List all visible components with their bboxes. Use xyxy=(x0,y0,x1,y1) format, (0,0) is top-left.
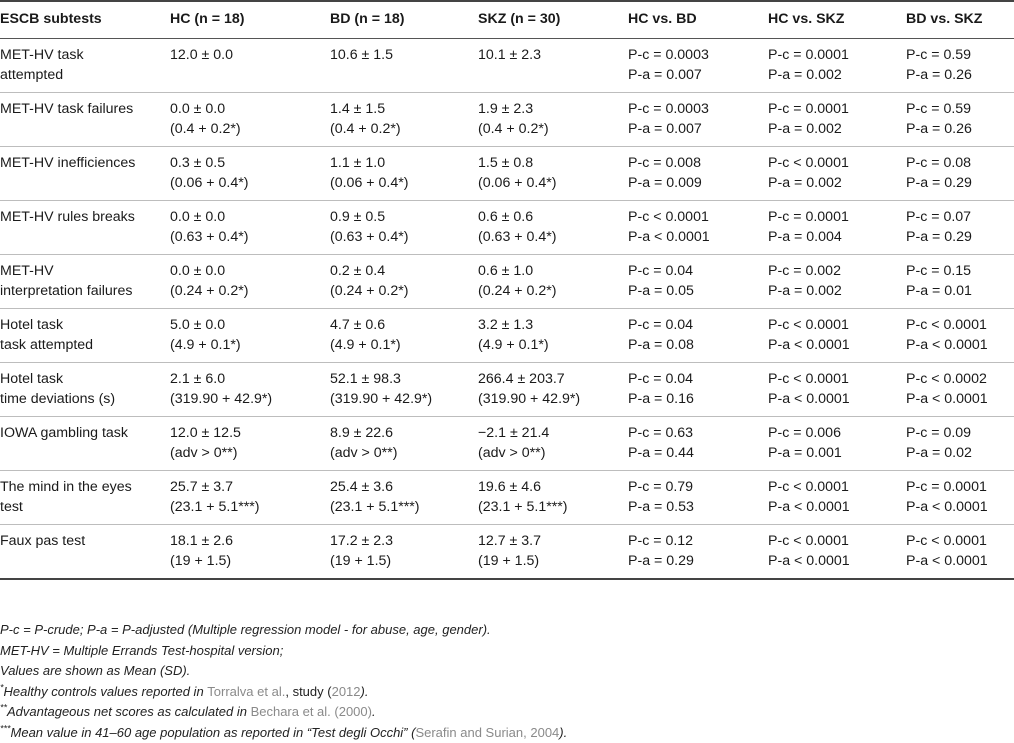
value-hc-line: 5.0 ± 0.0 xyxy=(170,315,330,335)
pvalue-hc-vs-bd-line: P-c = 0.008 xyxy=(628,153,768,173)
pvalue-hc-vs-skz-line: P-c = 0.002 xyxy=(768,261,906,281)
value-skz-line: (19 + 1.5) xyxy=(478,551,628,571)
value-hc-line: (19 + 1.5) xyxy=(170,551,330,571)
col-header-bd: BD (n = 18) xyxy=(330,1,478,39)
row-label xyxy=(0,525,170,580)
value-skz-line: 1.5 ± 0.8 xyxy=(478,153,628,173)
table-row xyxy=(0,309,1014,363)
pvalue-bd-vs-skz xyxy=(906,417,1014,471)
pvalue-hc-vs-bd-line: P-c < 0.0001 xyxy=(628,207,768,227)
value-skz xyxy=(478,147,628,201)
row-label-line xyxy=(0,443,170,463)
value-bd-line xyxy=(330,65,478,85)
value-hc-line: 0.0 ± 0.0 xyxy=(170,261,330,281)
value-hc xyxy=(170,39,330,93)
pvalue-hc-vs-skz-line: P-a = 0.002 xyxy=(768,281,906,301)
value-bd-line: 52.1 ± 98.3 xyxy=(330,369,478,389)
value-hc-line: (319.90 + 42.9*) xyxy=(170,389,330,409)
value-bd xyxy=(330,363,478,417)
value-bd xyxy=(330,147,478,201)
pvalue-bd-vs-skz-line: P-c = 0.59 xyxy=(906,99,1014,119)
reference-link[interactable]: Bechara et al. (2000) xyxy=(251,704,372,719)
pvalue-bd-vs-skz-line: P-a = 0.29 xyxy=(906,227,1014,247)
row-label xyxy=(0,201,170,255)
pvalue-hc-vs-skz-line: P-a < 0.0001 xyxy=(768,389,906,409)
pvalue-bd-vs-skz xyxy=(906,39,1014,93)
pvalue-bd-vs-skz-line: P-c < 0.0002 xyxy=(906,369,1014,389)
value-hc-line: (adv > 0**) xyxy=(170,443,330,463)
pvalue-hc-vs-skz xyxy=(768,147,906,201)
value-bd-line: 25.4 ± 3.6 xyxy=(330,477,478,497)
pvalue-hc-vs-bd-line: P-c = 0.04 xyxy=(628,261,768,281)
value-skz-line: 0.6 ± 0.6 xyxy=(478,207,628,227)
pvalue-bd-vs-skz xyxy=(906,309,1014,363)
value-hc-line: (23.1 + 5.1***) xyxy=(170,497,330,517)
value-bd-line: (23.1 + 5.1***) xyxy=(330,497,478,517)
pvalue-bd-vs-skz-line: P-c = 0.59 xyxy=(906,45,1014,65)
pvalue-hc-vs-skz-line: P-c < 0.0001 xyxy=(768,369,906,389)
value-bd-line: 17.2 ± 2.3 xyxy=(330,531,478,551)
pvalue-hc-vs-skz xyxy=(768,39,906,93)
row-label-line: MET-HV rules breaks xyxy=(0,207,170,227)
row-label-line: time deviations (s) xyxy=(0,389,170,409)
value-skz-line: 1.9 ± 2.3 xyxy=(478,99,628,119)
pvalue-hc-vs-bd xyxy=(628,147,768,201)
pvalue-hc-vs-skz-line: P-c < 0.0001 xyxy=(768,477,906,497)
value-hc xyxy=(170,309,330,363)
table-body xyxy=(0,39,1014,580)
pvalue-hc-vs-skz xyxy=(768,255,906,309)
pvalue-bd-vs-skz-line: P-a = 0.01 xyxy=(906,281,1014,301)
value-hc-line xyxy=(170,65,330,85)
row-label xyxy=(0,471,170,525)
pvalue-hc-vs-bd-line: P-a = 0.08 xyxy=(628,335,768,355)
pvalue-bd-vs-skz-line: P-a < 0.0001 xyxy=(906,389,1014,409)
value-hc-line: 12.0 ± 0.0 xyxy=(170,45,330,65)
value-bd-line: 4.7 ± 0.6 xyxy=(330,315,478,335)
pvalue-bd-vs-skz-line: P-c = 0.08 xyxy=(906,153,1014,173)
table-row xyxy=(0,93,1014,147)
pvalue-hc-vs-skz-line: P-a < 0.0001 xyxy=(768,497,906,517)
pvalue-hc-vs-bd xyxy=(628,417,768,471)
header-row xyxy=(0,1,1014,39)
row-label xyxy=(0,255,170,309)
value-bd xyxy=(330,255,478,309)
value-skz-line: 12.7 ± 3.7 xyxy=(478,531,628,551)
row-label-line xyxy=(0,551,170,571)
value-hc xyxy=(170,201,330,255)
value-bd-line: (0.24 + 0.2*) xyxy=(330,281,478,301)
pvalue-bd-vs-skz-line: P-c < 0.0001 xyxy=(906,531,1014,551)
value-skz-line: (0.63 + 0.4*) xyxy=(478,227,628,247)
value-hc xyxy=(170,93,330,147)
pvalue-bd-vs-skz-line: P-a < 0.0001 xyxy=(906,335,1014,355)
value-bd-line: 0.9 ± 0.5 xyxy=(330,207,478,227)
value-skz-line: (adv > 0**) xyxy=(478,443,628,463)
table-row xyxy=(0,255,1014,309)
pvalue-hc-vs-bd-line: P-c = 0.79 xyxy=(628,477,768,497)
value-hc-line: 18.1 ± 2.6 xyxy=(170,531,330,551)
value-skz-line: 10.1 ± 2.3 xyxy=(478,45,628,65)
pvalue-hc-vs-skz xyxy=(768,417,906,471)
pvalue-hc-vs-bd-line: P-a = 0.16 xyxy=(628,389,768,409)
pvalue-bd-vs-skz-line: P-c = 0.15 xyxy=(906,261,1014,281)
value-bd-line: (4.9 + 0.1*) xyxy=(330,335,478,355)
pvalue-hc-vs-skz xyxy=(768,201,906,255)
pvalue-hc-vs-bd xyxy=(628,471,768,525)
value-hc-line: (4.9 + 0.1*) xyxy=(170,335,330,355)
pvalue-hc-vs-bd-line: P-c = 0.04 xyxy=(628,315,768,335)
pvalue-hc-vs-bd-line: P-a = 0.007 xyxy=(628,119,768,139)
value-hc xyxy=(170,525,330,580)
value-bd-line: (19 + 1.5) xyxy=(330,551,478,571)
pvalue-bd-vs-skz-line: P-a = 0.26 xyxy=(906,65,1014,85)
pvalue-hc-vs-skz-line: P-c = 0.0001 xyxy=(768,99,906,119)
row-label xyxy=(0,363,170,417)
value-skz-line: −2.1 ± 21.4 xyxy=(478,423,628,443)
footnote-triple-star: ***Mean value in 41–60 age population as reported in “Test degli Occhi” (Serafin and Surian, 2004). xyxy=(0,723,1014,743)
value-bd xyxy=(330,471,478,525)
pvalue-hc-vs-skz-line: P-c = 0.0001 xyxy=(768,207,906,227)
row-label-line: attempted xyxy=(0,65,170,85)
footnote-single-star: *Healthy controls values reported in Torralva et al., study (2012). xyxy=(0,682,1014,703)
pvalue-bd-vs-skz-line: P-c = 0.09 xyxy=(906,423,1014,443)
value-skz-line: (319.90 + 42.9*) xyxy=(478,389,628,409)
pvalue-hc-vs-bd-line: P-c = 0.0003 xyxy=(628,45,768,65)
footnote-values: Values are shown as Mean (SD). xyxy=(0,661,1014,682)
pvalue-hc-vs-skz-line: P-a < 0.0001 xyxy=(768,335,906,355)
pvalue-hc-vs-skz xyxy=(768,525,906,580)
pvalue-hc-vs-skz-line: P-c = 0.0001 xyxy=(768,45,906,65)
row-label-line: task attempted xyxy=(0,335,170,355)
value-hc xyxy=(170,417,330,471)
col-header-bd-vs-skz: BD vs. SKZ xyxy=(906,1,1014,39)
row-label-line: interpretation failures xyxy=(0,281,170,301)
value-bd-line: (0.06 + 0.4*) xyxy=(330,173,478,193)
pvalue-hc-vs-bd xyxy=(628,309,768,363)
table-row xyxy=(0,147,1014,201)
value-bd xyxy=(330,309,478,363)
value-hc xyxy=(170,471,330,525)
pvalue-hc-vs-bd-line: P-c = 0.63 xyxy=(628,423,768,443)
pvalue-bd-vs-skz-line: P-a < 0.0001 xyxy=(906,551,1014,571)
reference-link[interactable]: Torralva et al. xyxy=(207,684,285,699)
value-skz-line: 19.6 ± 4.6 xyxy=(478,477,628,497)
table-row xyxy=(0,525,1014,580)
value-hc-line: 0.0 ± 0.0 xyxy=(170,207,330,227)
value-bd xyxy=(330,201,478,255)
value-bd-line: 8.9 ± 22.6 xyxy=(330,423,478,443)
pvalue-hc-vs-bd-line: P-c = 0.04 xyxy=(628,369,768,389)
pvalue-bd-vs-skz xyxy=(906,201,1014,255)
value-skz-line: 3.2 ± 1.3 xyxy=(478,315,628,335)
value-bd-line: (0.63 + 0.4*) xyxy=(330,227,478,247)
value-skz xyxy=(478,363,628,417)
pvalue-hc-vs-bd xyxy=(628,93,768,147)
pvalue-hc-vs-skz xyxy=(768,309,906,363)
value-hc-line: 0.3 ± 0.5 xyxy=(170,153,330,173)
table-row xyxy=(0,363,1014,417)
pvalue-hc-vs-bd xyxy=(628,39,768,93)
pvalue-hc-vs-skz-line: P-c = 0.006 xyxy=(768,423,906,443)
value-bd-line: (319.90 + 42.9*) xyxy=(330,389,478,409)
pvalue-bd-vs-skz xyxy=(906,471,1014,525)
value-skz xyxy=(478,39,628,93)
reference-year-link[interactable]: 2012 xyxy=(332,684,361,699)
value-skz xyxy=(478,201,628,255)
pvalue-hc-vs-skz xyxy=(768,363,906,417)
value-skz xyxy=(478,309,628,363)
col-header-hc: HC (n = 18) xyxy=(170,1,330,39)
pvalue-hc-vs-skz-line: P-a = 0.002 xyxy=(768,119,906,139)
value-bd-line: 1.1 ± 1.0 xyxy=(330,153,478,173)
value-hc-line: (0.63 + 0.4*) xyxy=(170,227,330,247)
row-label-line: Hotel task xyxy=(0,369,170,389)
value-skz-line: (4.9 + 0.1*) xyxy=(478,335,628,355)
pvalue-hc-vs-bd xyxy=(628,363,768,417)
pvalue-hc-vs-bd xyxy=(628,255,768,309)
value-skz-line: (23.1 + 5.1***) xyxy=(478,497,628,517)
pvalue-hc-vs-bd-line: P-a = 0.53 xyxy=(628,497,768,517)
row-label-line: IOWA gambling task xyxy=(0,423,170,443)
pvalue-hc-vs-bd-line: P-a = 0.009 xyxy=(628,173,768,193)
table-row xyxy=(0,39,1014,93)
value-bd xyxy=(330,39,478,93)
row-label-line: The mind in the eyes xyxy=(0,477,170,497)
pvalue-bd-vs-skz-line: P-a = 0.29 xyxy=(906,173,1014,193)
value-skz xyxy=(478,417,628,471)
value-skz-line: (0.06 + 0.4*) xyxy=(478,173,628,193)
pvalue-hc-vs-bd-line: P-c = 0.12 xyxy=(628,531,768,551)
row-label-line: MET-HV inefficiences xyxy=(0,153,170,173)
pvalue-hc-vs-skz-line: P-a = 0.004 xyxy=(768,227,906,247)
value-bd-line: 10.6 ± 1.5 xyxy=(330,45,478,65)
value-skz-line: 266.4 ± 203.7 xyxy=(478,369,628,389)
pvalue-bd-vs-skz-line: P-c = 0.07 xyxy=(906,207,1014,227)
row-label-line xyxy=(0,173,170,193)
pvalue-bd-vs-skz-line: P-a = 0.26 xyxy=(906,119,1014,139)
pvalue-hc-vs-bd-line: P-a < 0.0001 xyxy=(628,227,768,247)
value-hc-line: (0.24 + 0.2*) xyxy=(170,281,330,301)
pvalue-bd-vs-skz-line: P-c < 0.0001 xyxy=(906,315,1014,335)
value-bd-line: (adv > 0**) xyxy=(330,443,478,463)
pvalue-hc-vs-bd xyxy=(628,525,768,580)
col-header-hc-vs-bd: HC vs. BD xyxy=(628,1,768,39)
value-skz xyxy=(478,255,628,309)
pvalue-hc-vs-skz-line: P-a < 0.0001 xyxy=(768,551,906,571)
value-skz-line xyxy=(478,65,628,85)
value-skz-line: 0.6 ± 1.0 xyxy=(478,261,628,281)
pvalue-hc-vs-skz-line: P-c < 0.0001 xyxy=(768,531,906,551)
row-label xyxy=(0,39,170,93)
pvalue-bd-vs-skz xyxy=(906,93,1014,147)
row-label-line xyxy=(0,119,170,139)
value-hc-line: 25.7 ± 3.7 xyxy=(170,477,330,497)
col-header-skz: SKZ (n = 30) xyxy=(478,1,628,39)
pvalue-bd-vs-skz xyxy=(906,255,1014,309)
pvalue-hc-vs-skz-line: P-c < 0.0001 xyxy=(768,153,906,173)
table-footnotes xyxy=(0,620,1014,743)
pvalue-hc-vs-skz xyxy=(768,471,906,525)
pvalue-hc-vs-bd-line: P-a = 0.007 xyxy=(628,65,768,85)
footnote-double-star: **Advantageous net scores as calculated in Bechara et al. (2000). xyxy=(0,702,1014,723)
value-skz-line: (0.24 + 0.2*) xyxy=(478,281,628,301)
row-label-line xyxy=(0,227,170,247)
value-bd-line: 1.4 ± 1.5 xyxy=(330,99,478,119)
value-skz-line: (0.4 + 0.2*) xyxy=(478,119,628,139)
value-hc-line: 12.0 ± 12.5 xyxy=(170,423,330,443)
value-hc-line: (0.06 + 0.4*) xyxy=(170,173,330,193)
pvalue-hc-vs-bd-line: P-a = 0.05 xyxy=(628,281,768,301)
value-hc xyxy=(170,147,330,201)
row-label-line: test xyxy=(0,497,170,517)
reference-link[interactable]: Serafin and Surian, 2004 xyxy=(415,725,559,740)
value-bd-line: 0.2 ± 0.4 xyxy=(330,261,478,281)
pvalue-bd-vs-skz xyxy=(906,525,1014,580)
pvalue-hc-vs-bd xyxy=(628,201,768,255)
value-skz xyxy=(478,471,628,525)
pvalue-hc-vs-skz xyxy=(768,93,906,147)
value-hc-line: 0.0 ± 0.0 xyxy=(170,99,330,119)
value-hc-line: 2.1 ± 6.0 xyxy=(170,369,330,389)
pvalue-bd-vs-skz xyxy=(906,363,1014,417)
row-label-line: MET-HV task xyxy=(0,45,170,65)
footnote-abbrev-met: MET-HV = Multiple Errands Test-hospital version; xyxy=(0,641,1014,662)
row-label xyxy=(0,309,170,363)
value-hc xyxy=(170,363,330,417)
row-label xyxy=(0,93,170,147)
row-label-line: Faux pas test xyxy=(0,531,170,551)
value-hc xyxy=(170,255,330,309)
pvalue-hc-vs-skz-line: P-c < 0.0001 xyxy=(768,315,906,335)
row-label xyxy=(0,147,170,201)
row-label-line: Hotel task xyxy=(0,315,170,335)
value-skz xyxy=(478,525,628,580)
row-label xyxy=(0,417,170,471)
pvalue-hc-vs-bd-line: P-a = 0.44 xyxy=(628,443,768,463)
pvalue-bd-vs-skz-line: P-a < 0.0001 xyxy=(906,497,1014,517)
row-label-line: MET-HV xyxy=(0,261,170,281)
row-label-line: MET-HV task failures xyxy=(0,99,170,119)
col-header-hc-vs-skz: HC vs. SKZ xyxy=(768,1,906,39)
footnote-abbrev-p: P-c = P-crude; P-a = P-adjusted (Multiple regression model - for abuse, age, gender). xyxy=(0,620,1014,641)
pvalue-bd-vs-skz xyxy=(906,147,1014,201)
table-row xyxy=(0,417,1014,471)
table-row xyxy=(0,201,1014,255)
pvalue-hc-vs-skz-line: P-a = 0.002 xyxy=(768,173,906,193)
value-bd-line: (0.4 + 0.2*) xyxy=(330,119,478,139)
pvalue-hc-vs-skz-line: P-a = 0.001 xyxy=(768,443,906,463)
pvalue-hc-vs-skz-line: P-a = 0.002 xyxy=(768,65,906,85)
pvalue-bd-vs-skz-line: P-c = 0.0001 xyxy=(906,477,1014,497)
value-bd xyxy=(330,525,478,580)
col-header-subtests: ESCB subtests xyxy=(0,1,170,39)
value-bd xyxy=(330,93,478,147)
value-bd xyxy=(330,417,478,471)
value-skz xyxy=(478,93,628,147)
pvalue-bd-vs-skz-line: P-a = 0.02 xyxy=(906,443,1014,463)
pvalue-hc-vs-bd-line: P-a = 0.29 xyxy=(628,551,768,571)
value-hc-line: (0.4 + 0.2*) xyxy=(170,119,330,139)
table-row xyxy=(0,471,1014,525)
pvalue-hc-vs-bd-line: P-c = 0.0003 xyxy=(628,99,768,119)
